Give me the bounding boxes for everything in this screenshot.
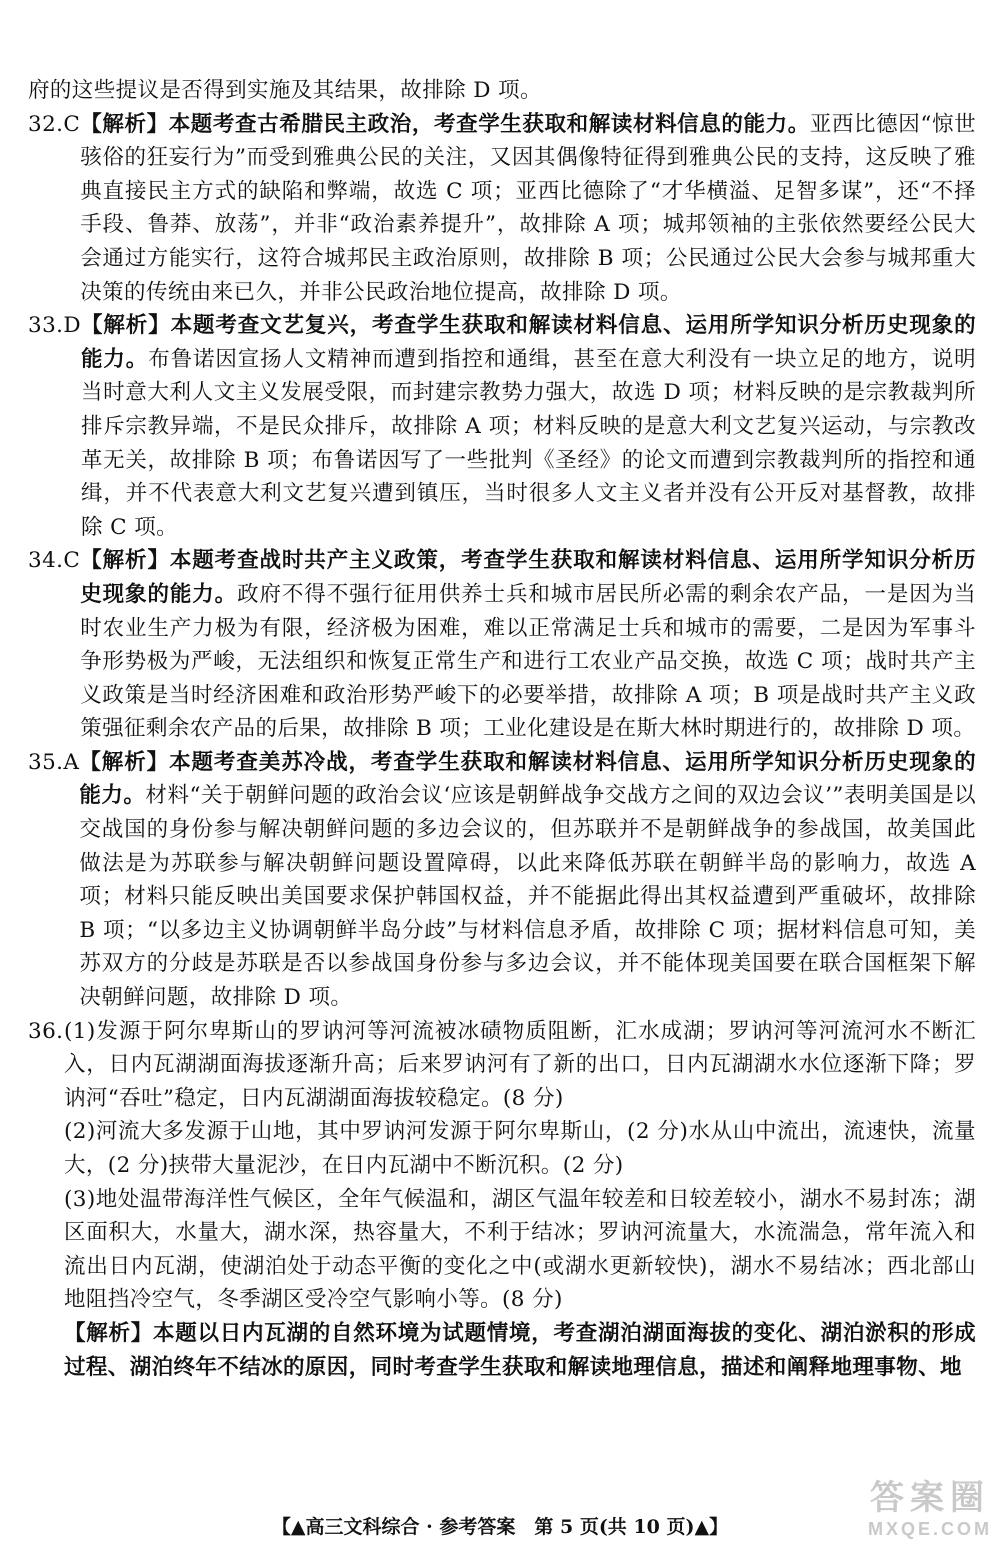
analysis-tag: 【解析】 — [64, 1320, 154, 1346]
item-body — [79, 746, 976, 1015]
watermark-url: MXQE.COM — [867, 1519, 992, 1539]
analysis-tag: 【解析】 — [80, 548, 170, 574]
bold-intro: 本题考查战时共产主义政策，考查学生获取和解读材料信息、运用所学知识分析历史现象的能力。 — [80, 548, 976, 607]
item-number: 33.D — [28, 313, 82, 339]
answer-part-2: (2)河流大多发源于山地，其中罗讷河发源于阿尔卑斯山，(2 分)水从山中流出，流速快，流量大，(2 分)挟带大量泥沙，在日内瓦湖中不断沉积。(2 分) — [64, 1119, 976, 1178]
item-number: 36. — [28, 1018, 64, 1044]
item-body — [80, 108, 976, 310]
answer-item-32 — [28, 108, 976, 310]
item-number: 32.C — [28, 111, 81, 137]
item-body — [64, 1015, 976, 1317]
answer-content — [28, 74, 976, 1384]
analysis-tag: 【解析】 — [79, 749, 170, 775]
answer-item-33 — [28, 309, 976, 544]
watermark-title: 答案圈 — [869, 1479, 990, 1517]
answer-part-1: (1)发源于阿尔卑斯山的罗讷河等河流被冰碛物质阻断，汇水成湖；罗讷河等河流河水不断汇入，日内瓦湖湖面海拔逐渐升高；后来罗讷河有了新的出口，日内瓦湖湖水水位逐渐下降；罗讷河“吞吐”稳定，日内瓦湖湖面海拔较稳定。(8 分) — [64, 1018, 976, 1111]
analysis-36 — [28, 1317, 976, 1384]
bold-intro: 本题考查文艺复兴，考查学生获取和解读材料信息、运用所学知识分析历史现象的能力。 — [81, 313, 976, 372]
item-text: 材料“关于朝鲜问题的政治会议‘应该是朝鲜战争交战方之间的双边会议’”表明美国是以交战国的身份参与解决朝鲜问题的多边会议的，但苏联并不是朝鲜战争的参战国，故美国此做法是为苏联参与解决朝鲜问题设置障碍，以此来降低苏联在朝鲜半岛的影响力，故选 A 项；材料只能反映出美国要求保护韩国权益，并不能据此得出其权益遭到严重破坏，故排除 B 项；“以多边主义协调朝鲜半岛分歧”与材料信息矛盾，故排除 C 项；据材料信息可知，美苏双方的分歧是苏联是否以参战国身份参与多边会议，并不能体现美国要在联合国框架下解决朝鲜问题，故排除 D 项。 — [79, 783, 977, 1011]
answer-part-3: (3)地处温带海洋性气候区，全年气候温和，湖区气温年较差和日较差较小，湖水不易封冻；湖区面积大，水量大，湖水深，热容量大，不利于结冰；罗讷河流量大，水流湍急，常年流入和流出日内瓦湖，使湖泊处于动态平衡的变化之中(或湖水更新较快)，湖水不易结冰；西北部山地阻挡冷空气，冬季湖区受冷空气影响小等。(8 分) — [64, 1186, 976, 1313]
item-text: 政府不得不强行征用供养士兵和城市居民所必需的剩余农产品，一是因为当时农业生产力极为有限，经济极为困难，难以正常满足士兵和城市的需要，二是因为军事斗争形势极为严峻，无法组织和恢复正常生产和进行工农业产品交换，故选 C 项；战时共产主义政策是当时经济困难和政治形势严峻下的必要举措，故排除 A 项；B 项是战时共产主义政策强征剩余农产品的后果，故排除 B 项；工业化建设是在斯大林时期进行的，故排除 D 项。 — [80, 581, 976, 742]
answer-item-34 — [28, 544, 976, 746]
bold-intro: 本题考查美苏冷战，考查学生获取和解读材料信息、运用所学知识分析历史现象的能力。 — [79, 749, 977, 809]
site-watermark — [868, 1470, 992, 1540]
item-body — [80, 544, 976, 746]
item-text: 亚西比德因“惊世骇俗的狂妄行为”而受到雅典公民的关注，又因其偶像特征得到雅典公民的支持，这反映了雅典直接民主方式的缺陷和弊端，故选 C 项；亚西比德除了“才华横溢、足智多谋”，还“不择手段、鲁莽、放荡”，并非“政治素养提升”，故排除 A 项；城邦领袖的主张依然要经公民大会通过方能实行，这符合城邦民主政治原则，故排除 B 项；公民通过公民大会参与城邦重大决策的传统由来已久，并非公民政治地位提高，故排除 D 项。 — [80, 111, 977, 305]
bold-intro: 本题考查古希腊民主政治，考查学生获取和解读材料信息的能力。 — [168, 111, 810, 137]
item-body — [81, 309, 976, 544]
analysis-tag: 【解析】 — [80, 111, 169, 137]
item-number: 35.A — [28, 749, 80, 775]
item-text: 布鲁诺因宣扬人文精神而遭到指控和通缉，甚至在意大利没有一块立足的地方，说明当时意大利人文主义发展受限，而封建宗教势力强大，故选 D 项；材料反映的是宗教裁判所排斥宗教异端，不是民众排斥，故排除 A 项；材料反映的是意大利文艺复兴运动，与宗教改革无关，故排除 B 项；布鲁诺因写了一些批判《圣经》的论文而遭到宗教裁判所的指控和通缉，并不代表意大利文艺复兴遭到镇压，当时很多人文主义者并没有公开反对基督教，故排除 C 项。 — [81, 346, 977, 540]
analysis-tag: 【解析】 — [81, 313, 171, 339]
lead-line: 府的这些提议是否得到实施及其结果，故排除 D 项。 — [28, 78, 542, 103]
analysis-text: 本题以日内瓦湖的自然环境为试题情境，考查湖泊湖面海拔的变化、湖泊淤积的形成过程、湖泊终年不结冰的原因，同时考查学生获取和解读地理信息，描述和阐释地理事物、地 — [64, 1320, 976, 1380]
page-footer: 【▲高三文科综合 · 参考答案 第 5 页(共 10 页)▲】 — [271, 1516, 729, 1538]
answer-item-36 — [28, 1015, 976, 1317]
item-number: 34.C — [28, 548, 81, 574]
answer-item-35 — [28, 746, 976, 1015]
